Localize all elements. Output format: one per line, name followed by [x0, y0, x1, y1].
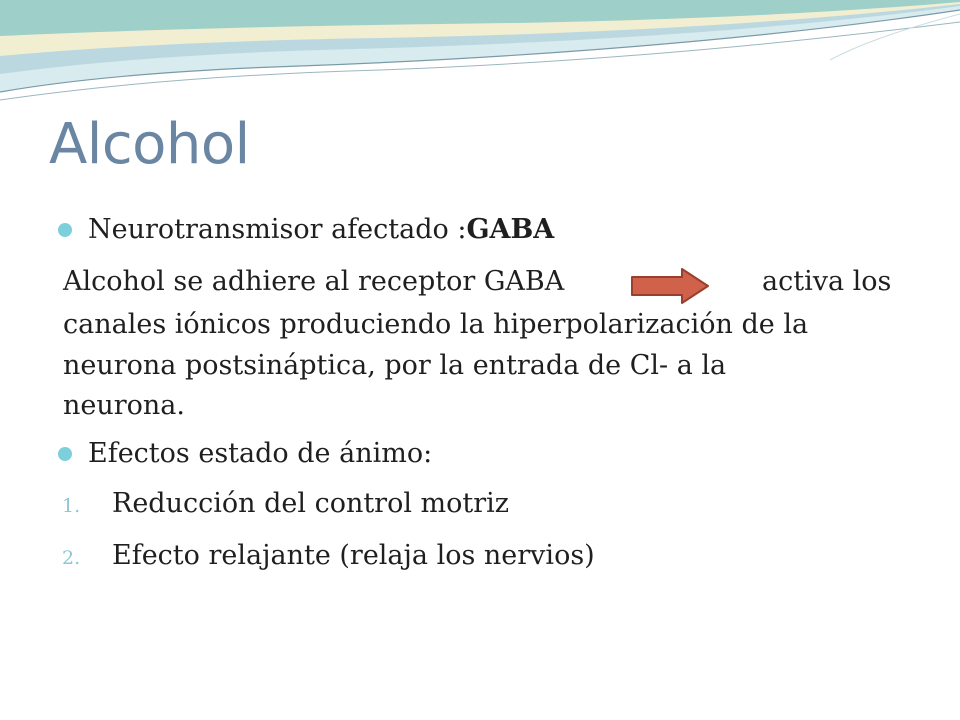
paragraph-line-1-right: activa los	[762, 266, 892, 297]
list-number-2: 2.	[62, 547, 81, 569]
bullet-mood-effects: Efectos estado de ánimo:	[88, 438, 433, 469]
list-number-1: 1.	[62, 495, 81, 517]
bullet-neurotransmitter	[88, 214, 554, 246]
paragraph-line-1-left: Alcohol se adhiere al receptor GABA	[63, 266, 565, 297]
bullet-icon	[58, 223, 72, 237]
bullet-neurotransmitter-label: Neurotransmisor afectado :	[88, 214, 467, 245]
list-item-1: Reducción del control motriz	[112, 488, 510, 519]
paragraph-line-4: neurona.	[63, 390, 185, 421]
header-wave-decoration	[0, 0, 960, 110]
bullet-icon	[58, 447, 72, 461]
slide-title: Alcohol	[49, 112, 250, 177]
paragraph-line-3: neurona postsináptica, por la entrada de Cl- a la	[63, 350, 727, 381]
right-arrow-icon	[628, 266, 712, 306]
gaba-emphasis: GABA	[466, 214, 555, 245]
paragraph-line-2: canales iónicos produciendo la hiperpolarización de la	[63, 309, 809, 340]
list-item-2: Efecto relajante (relaja los nervios)	[112, 540, 595, 571]
